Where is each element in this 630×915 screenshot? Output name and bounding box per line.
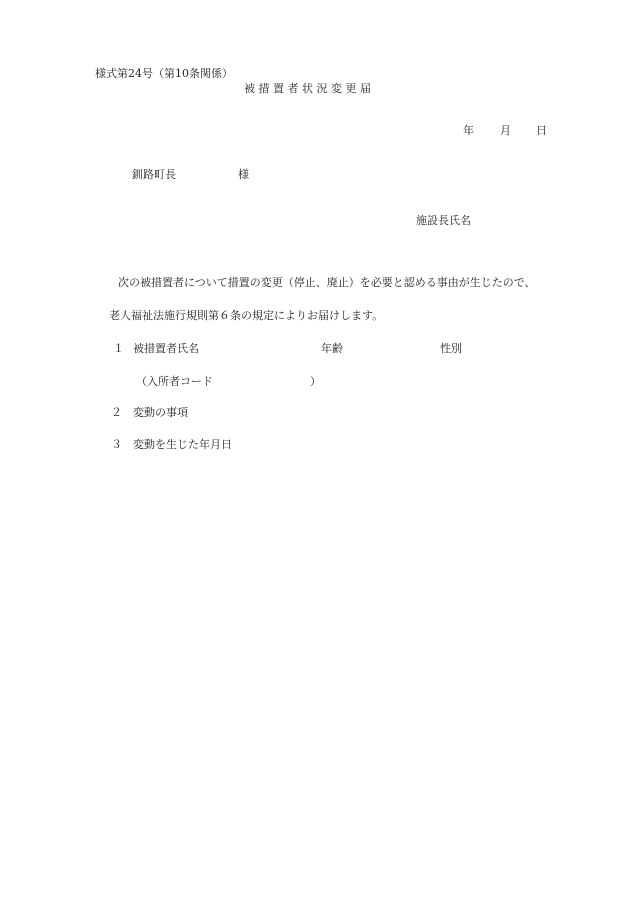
facility-head-label: 施設長氏名 <box>416 214 471 227</box>
body-text-line-1: 次の被措置者について措置の変更（停止、廃止）を必要と認める事由が生じたので、 <box>118 276 536 289</box>
item-2-label: 変動の事項 <box>133 406 188 419</box>
item-1-sex-label: 性別 <box>440 342 462 355</box>
item-3-label: 変動を生じた年月日 <box>133 438 232 451</box>
item-1-label: 被措置者氏名 <box>133 342 199 355</box>
body-text-line-2: 老人福祉法施行規則第６条の規定によりお届けします。 <box>109 309 384 322</box>
form-title: 被 措 置 者 状 況 変 更 届 <box>244 82 371 95</box>
item-1-number: １ <box>113 342 124 355</box>
date-year-label: 年 <box>463 124 474 137</box>
item-2-number: ２ <box>111 406 122 419</box>
addressee-suffix: 様 <box>238 168 249 181</box>
item-3-number: ３ <box>111 438 122 451</box>
resident-code-label: （入所者コード <box>136 375 213 388</box>
form-number: 様式第24号（第10条関係） <box>95 67 233 80</box>
date-day-label: 日 <box>536 124 547 137</box>
addressee-name: 釧路町長 <box>132 168 176 181</box>
date-month-label: 月 <box>500 124 511 137</box>
item-1-age-label: 年齢 <box>321 342 343 355</box>
resident-code-close-paren: ） <box>310 375 321 388</box>
